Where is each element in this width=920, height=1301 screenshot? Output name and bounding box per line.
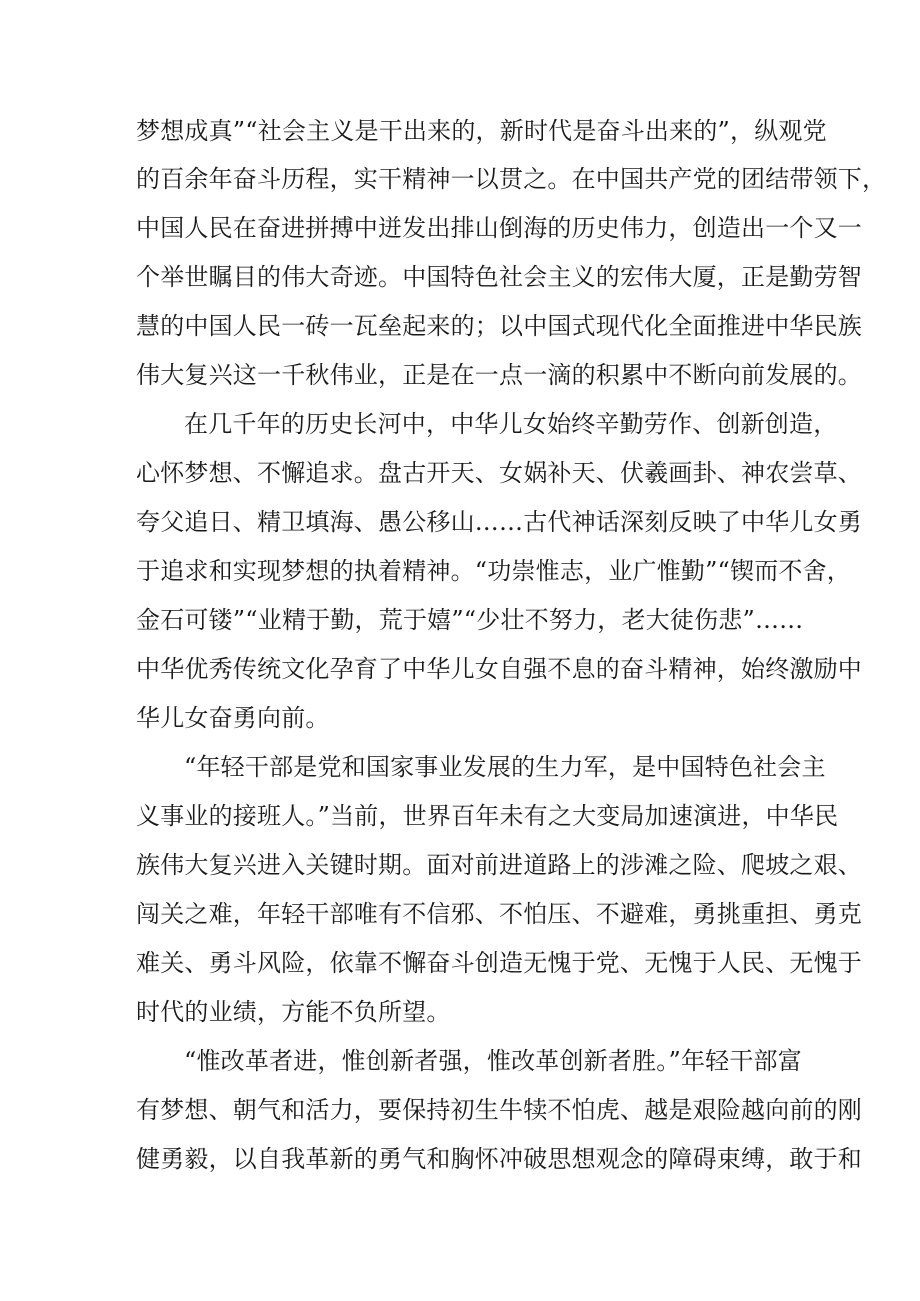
text-line: “惟改革者进，惟创新者强，惟改革创新者胜。”年轻干部富 [184,1047,802,1075]
text-line: 有梦想、朝气和活力，要保持初生牛犊不怕虎、越是艰险越向前的刚 [136,1096,862,1124]
text-line: 健勇毅，以自我革新的勇气和胸怀冲破思想观念的障碍束缚，敢于和 [136,1145,862,1173]
text-line: 华儿女奋勇向前。 [136,704,330,732]
text-line: 义事业的接班人。”当前，世界百年未有之大变局加速演进，中华民 [136,802,839,830]
text-line: 在几千年的历史长河中，中华儿女始终辛勤劳作、创新创造， [184,410,838,438]
text-line: 伟大复兴这一千秋伟业，正是在一点一滴的积累中不断向前发展的。 [136,361,862,389]
text-line: 闯关之难，年轻干部唯有不信邪、不怕压、不避难，勇挑重担、勇克 [136,900,862,928]
text-line: 难关、勇斗风险，依靠不懈奋斗创造无愧于党、无愧于人民、无愧于 [136,949,862,977]
text-line: 于追求和实现梦想的执着精神。“功崇惟志，业广惟勤”“锲而不舍， [136,557,852,585]
text-line: 的百余年奋斗历程，实干精神一以贯之。在中国共产党的团结带领下， [136,165,887,193]
text-line: 金石可镂”“业精于勤，荒于嬉”“少壮不努力，老大徒伤悲”…… [136,606,804,634]
text-line: 夸父追日、精卫填海、愚公移山……古代神话深刻反映了中华儿女勇 [136,508,862,536]
text-line: 时代的业绩，方能不负所望。 [136,998,451,1026]
text-line: 族伟大复兴进入关键时期。面对前进道路上的涉滩之险、爬坡之艰、 [136,851,862,879]
text-line: 个举世瞩目的伟大奇迹。中国特色社会主义的宏伟大厦，正是勤劳智 [136,263,862,291]
text-line: 心怀梦想、不懈追求。盘古开天、女娲补天、伏羲画卦、神农尝草、 [136,459,862,487]
text-line: “年轻干部是党和国家事业发展的生力军，是中国特色社会主 [184,753,826,781]
text-line: 中华优秀传统文化孕育了中华儿女自强不息的奋斗精神，始终激励中 [136,655,862,683]
text-line: 中国人民在奋进拼搏中迸发出排山倒海的历史伟力，创造出一个又一 [136,214,862,242]
text-line: 梦想成真”“社会主义是干出来的，新时代是奋斗出来的”，纵观党 [136,117,827,145]
text-line: 慧的中国人民一砖一瓦垒起来的；以中国式现代化全面推进中华民族 [136,312,862,340]
